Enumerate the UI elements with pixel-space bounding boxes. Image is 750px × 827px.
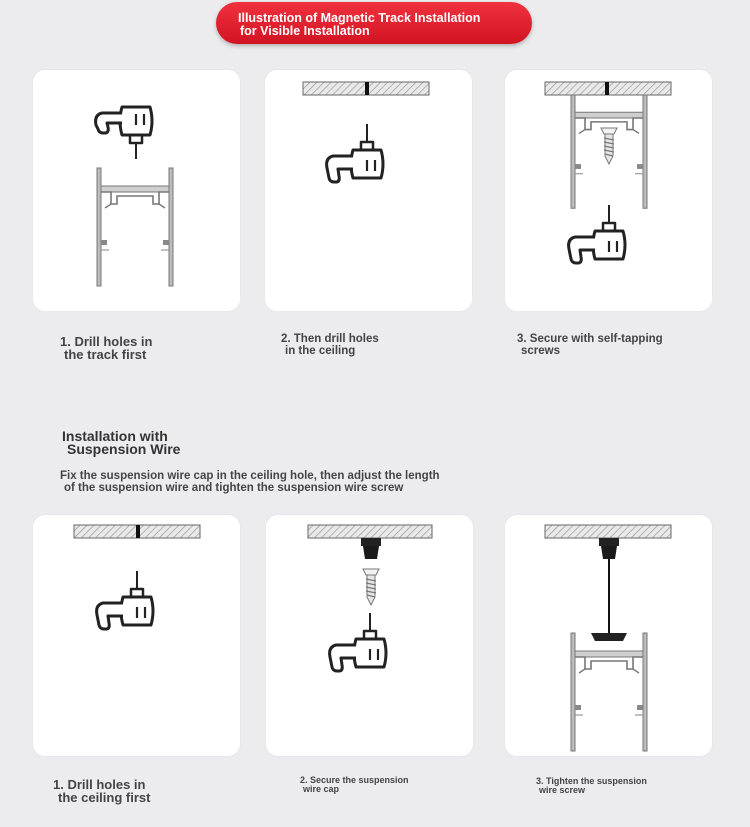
drill-ceiling-illustration: [265, 70, 472, 311]
ceiling-panel: [308, 525, 432, 538]
section-desc-line2: of the suspension wire and tighten the suspension wire screw: [64, 482, 404, 494]
caption-line2: wire screw: [539, 785, 586, 795]
banner-title-line1: Illustration of Magnetic Track Installation: [238, 11, 481, 25]
step-card-drill-ceiling: [265, 70, 472, 311]
caption-line2: the ceiling first: [58, 790, 151, 805]
section-desc-line1: Fix the suspension wire cap in the ceiling hole, then adjust the length: [60, 470, 440, 482]
step-caption-tighten-screw: [536, 777, 647, 795]
caption-line1: 3. Secure with self-tapping: [517, 333, 663, 345]
section-description: [60, 470, 440, 494]
secure-screws-illustration: [505, 70, 712, 311]
section-title: [62, 430, 180, 456]
screw-icon: [601, 128, 617, 164]
step-caption-secure-screws: [517, 334, 663, 357]
drill-track-illustration: [33, 70, 240, 311]
ceiling-hole: [365, 82, 369, 95]
title-banner: [216, 2, 532, 44]
caption-line1: 3. Tighten the suspension: [536, 776, 647, 786]
caption-line1: 2. Then drill holes: [281, 333, 379, 345]
step-card-tighten-screw: [505, 515, 712, 756]
drill-icon: [569, 205, 625, 263]
step-caption-wire-cap: [300, 776, 409, 794]
step-caption-drill-ceiling: [281, 334, 379, 357]
drill-icon: [96, 107, 152, 159]
caption-line2: the track first: [64, 347, 147, 362]
wire-screw-icon: [591, 633, 627, 641]
step-caption-drill-track: [60, 335, 152, 361]
drill-ceiling-illustration: [33, 515, 240, 756]
wire-cap-icon: [361, 538, 381, 559]
drill-icon: [97, 571, 153, 629]
tighten-screw-illustration: [505, 515, 712, 756]
track-profile: [571, 633, 647, 751]
caption-line2: screws: [521, 344, 561, 357]
caption-line1: 1. Drill holes in: [60, 334, 153, 349]
drill-icon: [330, 613, 386, 671]
caption-line1: 1. Drill holes in: [53, 777, 146, 792]
wire-cap-illustration: [266, 515, 473, 756]
caption-line1: 2. Secure the suspension: [300, 775, 409, 785]
screw-icon: [363, 569, 379, 605]
ceiling-hole: [605, 82, 609, 95]
caption-line2: in the ceiling: [285, 344, 356, 357]
track-profile: [97, 168, 173, 286]
drill-icon: [327, 124, 383, 182]
step-card-secure-screws: [505, 70, 712, 311]
step-card-wire-cap: [266, 515, 473, 756]
section-title-line2: Suspension Wire: [67, 441, 181, 457]
step-card-drill-track: [33, 70, 240, 311]
section-title-line1: Installation with: [62, 428, 168, 444]
ceiling-panel: [545, 525, 671, 538]
caption-line2: wire cap: [303, 784, 340, 794]
ceiling-hole: [136, 525, 140, 538]
step-caption-drill-ceiling-2: [53, 778, 150, 804]
banner-title-line2: for Visible Installation: [240, 24, 370, 38]
wire-cap-icon: [599, 538, 619, 559]
step-card-drill-ceiling-2: [33, 515, 240, 756]
